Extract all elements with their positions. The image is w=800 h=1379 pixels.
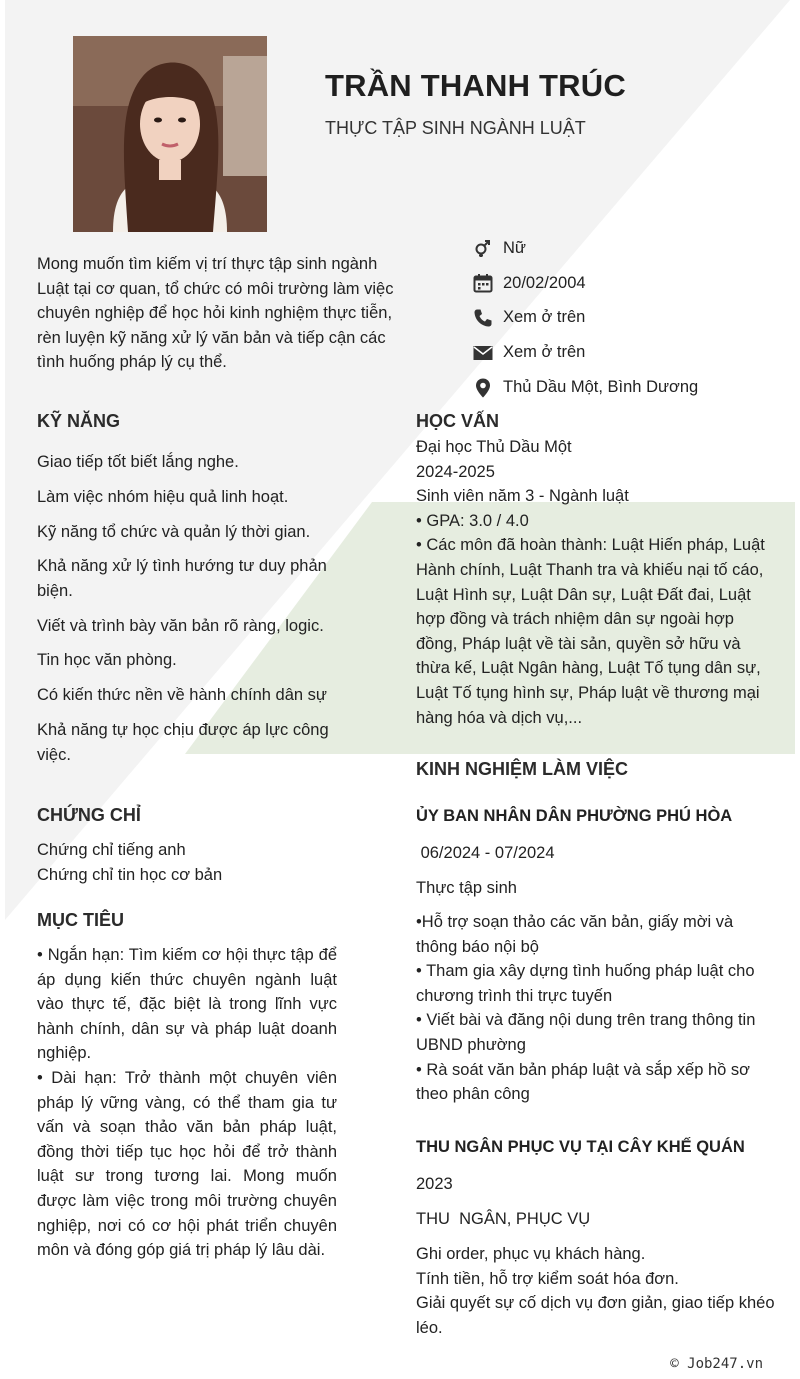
info-birthday: 20/02/2004 [472,266,698,301]
education-courses: • Các môn đã hoàn thành: Luật Hiến pháp, Luật Hành chính, Luật Thanh tra và khiếu nại tố cáo, Luật Hình sự, Luật Dân sự, Luật Đất đai, Luật hợp đồng và trách nhiệm dân sự ngoài hợp đồng, Pháp luật về tài sản, quyền sở hữu và thừa kế, Luật Ngân hàng, Luật Tố tụng dân sự, Luật Tố tụng hình sự, Pháp luật về thương mại hàng hóa và dịch vụ,... [416,536,765,727]
job-duties [416,910,778,1107]
objective-long-term: • Dài hạn: Trở thành một chuyên viên pháp lý vững vàng, có thể tham gia tư vấn và soạn thảo văn bản pháp luật, đồng thời tiếp tục học hỏi để trở thành luật sư trong tương lai. Mong muốn được làm việc trong môi trường chuyên nghiệp, nơi có cơ hội phát triển chuyên môn và đóng góp giá trị pháp lý lâu dài. [37,1068,337,1260]
objective-heading: MỤC TIÊU [37,910,124,930]
profile-photo [73,36,267,232]
info-phone: Xem ở trên [472,301,698,336]
job-period: 06/2024 - 07/2024 [416,844,555,862]
education-years: 2024-2025 [416,462,495,481]
skill-item: Viết và trình bày văn bản rõ ràng, logic. [37,617,324,635]
job-duty-line: • Rà soát văn bản pháp luật và sắp xếp hồ sơ theo phân công [416,1060,750,1104]
certificates-list [37,838,337,887]
job-duty-line: •Hỗ trợ soạn thảo các văn bản, giấy mời và thông báo nội bộ [416,913,734,956]
education-program: Sinh viên năm 3 - Ngành luật [416,487,629,506]
job-duty-line: Tính tiền, hỗ trợ kiểm soát hóa đơn. [416,1269,679,1288]
job-duty-line: Ghi order, phục vụ khách hàng. [416,1245,646,1263]
phone-icon [472,307,494,329]
certificates-heading: CHỨNG CHỈ [37,805,141,825]
job-duty-line: Giải quyết sự cố dịch vụ đơn giản, giao tiếp khéo léo. [416,1294,775,1337]
skill-item: Khả năng xử lý tình hướng tư duy phản biện. [37,557,327,600]
skill-item: Kỹ năng tổ chức và quản lý thời gian. [37,523,311,541]
job-role: Thực tập sinh [416,879,517,897]
job-duties [416,1242,778,1340]
skill-item: Tin học văn phòng. [37,651,177,669]
gender-icon [472,237,494,259]
job-role: THU NGÂN, PHỤC VỤ [416,1210,591,1228]
education-gpa: • GPA: 3.0 / 4.0 [416,511,529,530]
objective-short-term: • Ngắn hạn: Tìm kiếm cơ hội thực tập để áp dụng kiến thức chuyên ngành luật vào thực tế, đặc biệt là trong lĩnh vực hành chính, dân sự và pháp luật doanh nghiệp. [37,946,337,1063]
skill-item: Làm việc nhóm hiệu quả linh hoạt. [37,488,289,506]
calendar-icon [472,272,494,294]
job-duty-line: • Viết bài và đăng nội dung trên trang thông tin UBND phường [416,1011,756,1054]
summary-text: Mong muốn tìm kiếm vị trí thực tập sinh ngành Luật tại cơ quan, tổ chức có môi trường làm việc chuyên nghiệp để học hỏi kinh nghiệm thực tiễn, rèn luyện kỹ năng xử lý văn bản và tiếp cận các tình huống pháp lý cụ thể. [37,255,394,372]
job-company: ỦY BAN NHÂN DÂN PHƯỜNG PHÚ HÒA [416,807,733,825]
skill-item: Khả năng tự học chịu được áp lực công việc. [37,721,329,764]
objective-body [37,943,337,1263]
envelope-icon [472,342,494,364]
skill-item: Giao tiếp tốt biết lắng nghe. [37,453,239,471]
info-gender: Nữ [472,231,698,266]
certificate-item: Chứng chỉ tiếng anh [37,841,186,859]
skills-heading: KỸ NĂNG [37,411,121,431]
job-title: THỰC TẬP SINH NGÀNH LUẬT [325,118,586,138]
personal-info [472,231,698,405]
location-pin-icon [472,377,494,399]
education-heading: HỌC VẤN [416,411,500,431]
job-duty-line: • Tham gia xây dựng tình huống pháp luật cho chương trình thi trực tuyến [416,962,755,1005]
certificate-item: Chứng chỉ tin học cơ bản [37,865,223,884]
skill-item: Có kiến thức nền về hành chính dân sự [37,686,327,704]
job-period: 2023 [416,1175,453,1193]
job-company: THU NGÂN PHỤC VỤ TẠI CÂY KHẾ QUÁN [416,1138,745,1156]
education-school: Đại học Thủ Dầu Một [416,438,572,456]
candidate-name: TRẦN THANH TRÚC [325,68,626,103]
education-body [416,435,778,730]
info-email: Xem ở trên [472,335,698,370]
info-address: Thủ Dầu Một, Bình Dương [472,370,698,405]
footer-credit: © Job247.vn [670,1356,763,1372]
experience-heading: KINH NGHIỆM LÀM VIỆC [416,759,629,779]
